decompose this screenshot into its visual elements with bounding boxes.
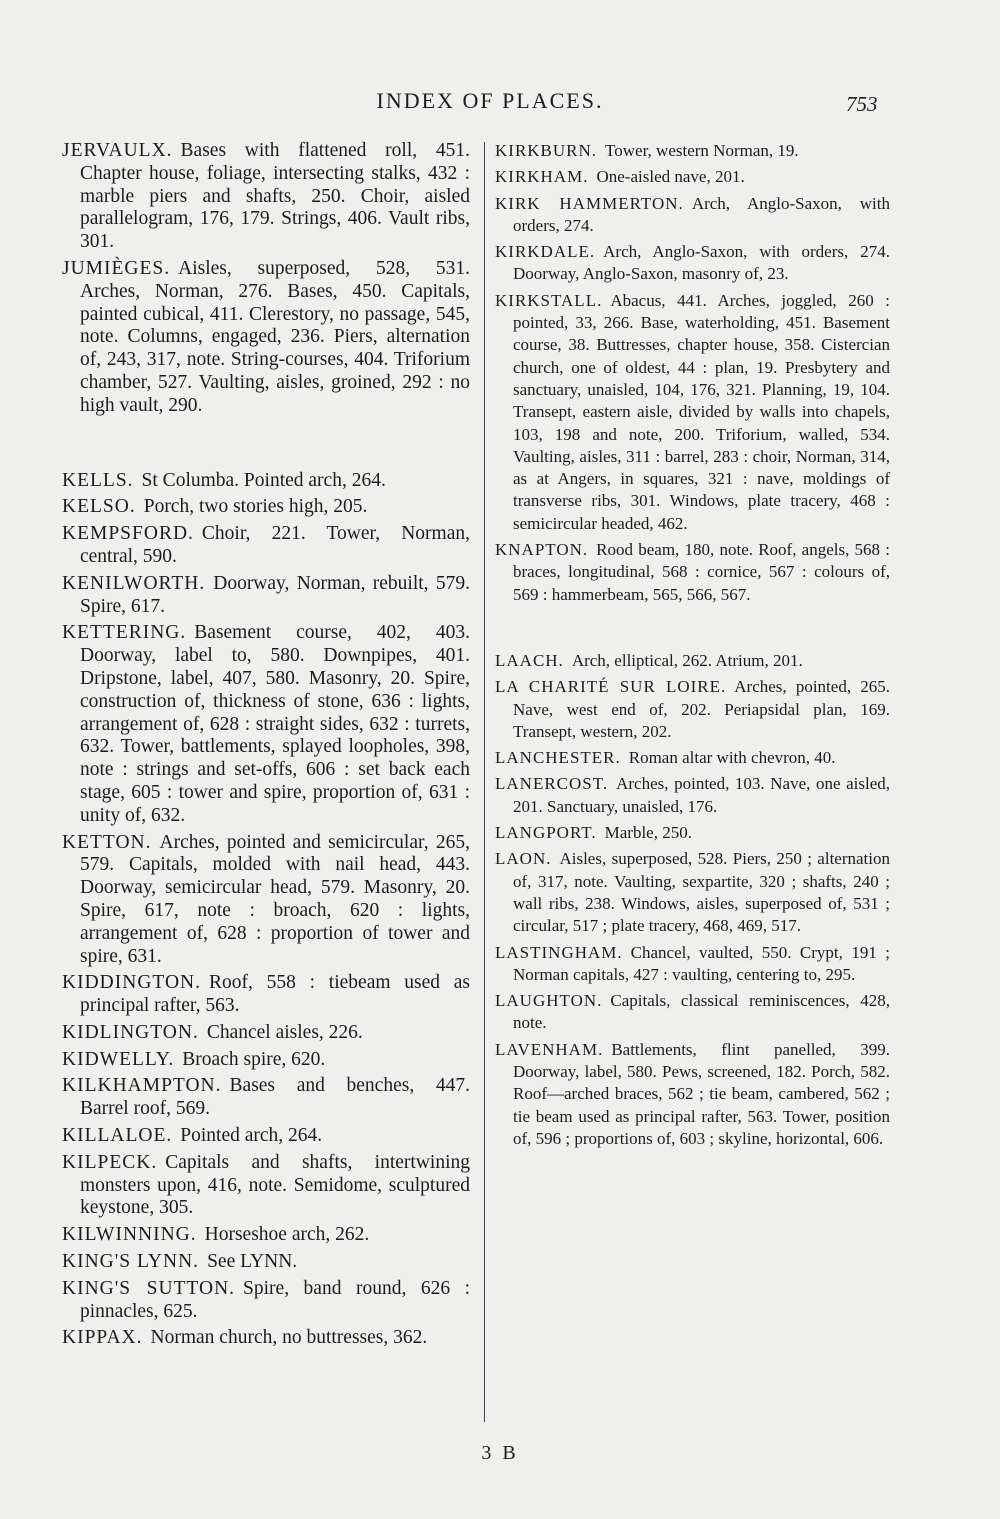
index-entry — [495, 241, 890, 286]
index-entry — [495, 140, 890, 162]
entry-body: Norman church, no buttresses, 362. — [150, 1327, 428, 1349]
entry-body: Roof, 558 : tiebeam used as principal rafter, 563. — [80, 972, 470, 1017]
entry-heading: JUMIÈGES. — [62, 257, 171, 279]
index-entry — [495, 539, 890, 606]
entry-heading: LANGPORT. — [495, 823, 597, 843]
entry-heading: KIRK HAMMERTON. — [495, 193, 684, 213]
column-divider — [484, 142, 485, 1422]
index-entry — [62, 832, 470, 969]
entry-body: Horseshoe arch, 262. — [204, 1224, 370, 1246]
entry-body: Marble, 250. — [604, 823, 692, 843]
entry-body: See LYNN. — [207, 1251, 298, 1273]
entry-body: St Columba. Pointed arch, 264. — [141, 469, 386, 491]
entry-heading: KING'S LYNN. — [62, 1251, 200, 1273]
entry-heading: KIRKHAM. — [495, 167, 589, 187]
entry-body: Capitals, classical reminiscences, 428, note. — [513, 991, 890, 1033]
index-entry — [495, 848, 890, 937]
entry-heading: KIDDINGTON. — [62, 972, 201, 994]
entry-body: Battlements, flint panelled, 399. Doorway, label, 580. Pews, screened, 182. Porch, 582. Roof—arched braces, 562 ; tie beam, cambered, 562 ; tie beam used as principal rafter, 563. Tower, position of, 596 ; proportions of, 603 ; skyline, horizontal, 606. — [513, 1039, 890, 1148]
right-column — [495, 140, 890, 1154]
entry-body: Chancel, vaulted, 550. Crypt, 191 ; Norman capitals, 427 : vaulting, centering to, 295. — [513, 942, 890, 984]
entry-body: One-aisled nave, 201. — [596, 167, 745, 187]
index-entry — [62, 1125, 470, 1148]
entry-heading: KIRKBURN. — [495, 141, 598, 160]
index-entry — [62, 1152, 470, 1220]
index-entry — [62, 1224, 470, 1247]
index-entry — [495, 650, 890, 672]
index-entry — [62, 523, 470, 569]
index-entry — [62, 140, 470, 254]
index-entry — [495, 193, 890, 238]
entry-heading: KELLS. — [62, 469, 134, 491]
entry-body: Arch, Anglo-Saxon, with orders, 274. Doorway, Anglo-Saxon, masonry of, 23. — [513, 242, 890, 284]
entry-heading: KILWINNING. — [62, 1224, 197, 1246]
entry-body: Doorway, Norman, rebuilt, 579. Spire, 617. — [80, 572, 470, 617]
entry-body: Arch, Anglo-Saxon, with orders, 274. — [513, 193, 891, 235]
entry-body: Bases with flattened roll, 451. Chapter house, foliage, intersecting stalks, 432 : marble piers and shafts, 250. Choir, aisled parallelogram, 176, 179. Strings, 406. Vault ribs, 301. — [80, 140, 470, 253]
entry-heading: LAVENHAM. — [495, 1039, 604, 1059]
entry-body: Capitals and shafts, intertwining monsters upon, 416, note. Semidome, sculptured keystone, 305. — [80, 1151, 470, 1219]
index-entry — [495, 676, 890, 743]
index-entry — [495, 290, 890, 535]
entry-body: Abacus, 441. Arches, joggled, 260 : pointed, 33, 266. Base, waterholding, 451. Basement course, 38. Buttresses, chapter house, 358. Cistercian church, one of oldest, 44 : plan, 19. Presbytery and sanctuary, unaisled, 104, 176, 321. Planning, 19, 104. Transept, eastern aisle, divided by walls into chapels, 103, 198 and note, 200. Triforium, walled, 534. Vaulting, aisles, 311 : barrel, 283 : choir, Norman, 314, as at Angers, in squares, 321 : nave, moldings of transverse ribs, 301. Windows, plate tracery, 468 : semicircular headed, 462. — [513, 290, 890, 533]
running-title: INDEX OF PLACES. — [376, 88, 604, 113]
entry-body: Arches, pointed and semicircular, 265, 579. Capitals, molded with nail head, 443. Doorway, semicircular head, 579. Masonry, 20. Spire, 617, note : broach, 620 : lights, arrangement of, 628 : proportion of tower and spire, 631. — [80, 831, 470, 967]
index-entry — [62, 1049, 470, 1072]
entry-heading: JERVAULX. — [62, 140, 173, 161]
index-entry — [62, 1327, 470, 1350]
entry-body: Arches, pointed, 103. Nave, one aisled, 201. Sanctuary, unaisled, 176. — [513, 774, 890, 816]
entry-heading: KILPECK. — [62, 1151, 158, 1173]
entry-body: Arch, elliptical, 262. Atrium, 201. — [571, 650, 803, 670]
index-entry — [62, 1278, 470, 1324]
entry-heading: LAACH. — [495, 650, 564, 670]
index-entry — [62, 496, 470, 519]
index-entry — [62, 972, 470, 1018]
left-column — [62, 140, 470, 1354]
entry-body: Choir, 221. Tower, Norman, central, 590. — [80, 523, 470, 567]
index-entry — [62, 1022, 470, 1045]
entry-body: Rood beam, 180, note. Roof, angels, 568 : braces, longitudinal, 568 : cornice, 567 : colours of, 569 : hammerbeam, 565, 566, 567. — [513, 540, 890, 604]
entry-heading: KILLALOE. — [62, 1125, 173, 1147]
index-entry — [495, 166, 890, 188]
entry-heading: KIRKSTALL. — [495, 290, 603, 310]
index-entry — [495, 773, 890, 818]
entry-heading: KIDLINGTON. — [62, 1021, 199, 1043]
index-entry — [495, 822, 890, 844]
entry-body: Arches, pointed, 265. Nave, west end of, 202. Periapsidal plan, 169. Transept, western, 202. — [513, 677, 890, 741]
entry-heading: LAON. — [495, 849, 552, 869]
index-entry — [62, 1075, 470, 1121]
entry-heading: LASTINGHAM. — [495, 942, 623, 962]
entry-body: Roman altar with chevron, 40. — [628, 748, 836, 768]
entry-heading: KIRKDALE. — [495, 242, 596, 262]
entry-body: Bases and benches, 447. Barrel roof, 569. — [80, 1075, 470, 1120]
index-entry — [62, 470, 470, 493]
entry-heading: KETTERING. — [62, 622, 187, 644]
entry-body: Pointed arch, 264. — [180, 1125, 323, 1147]
entry-body: Spire, band round, 626 : pinnacles, 625. — [80, 1277, 470, 1322]
entry-heading: KETTON. — [62, 831, 152, 853]
entry-body: Chancel aisles, 226. — [206, 1021, 363, 1043]
page-number: 753 — [846, 92, 878, 116]
index-entry — [495, 747, 890, 769]
entry-body: Porch, two stories high, 205. — [143, 496, 368, 518]
index-entry — [62, 573, 470, 619]
entry-body: Aisles, superposed, 528. Piers, 250 ; alternation of, 317, note. Vaulting, sexpartite, 320 ; shafts, 240 ; wall ribs, 238. Windows, aisles, superposed of, 531 ; circular, 517 ; plate tracery, 468, 469, 517. — [513, 849, 890, 936]
entry-heading: KIPPAX. — [62, 1327, 143, 1349]
signature-mark: 3 B — [481, 1442, 519, 1464]
entry-heading: KEMPSFORD. — [62, 523, 194, 545]
index-entry — [495, 990, 890, 1035]
entry-heading: KENILWORTH. — [62, 572, 206, 594]
entry-heading: KIDWELLY. — [62, 1048, 175, 1070]
index-entry — [62, 258, 470, 418]
entry-body: Basement course, 402, 403. Doorway, label to, 580. Downpipes, 401. Dripstone, label, 407, 580. Masonry, 20. Spire, construction of, thickness of stone, 636 : lights, arrangement of, 628 : straight sides, 632 : turrets, 632. Tower, battlements, splayed loopholes, 398, note : strings and set-offs, 606 : set back each stage, 605 : tower and spire, proportion of, 631 : unity of, 632. — [80, 622, 470, 826]
entry-body: Tower, western Norman, 19. — [605, 141, 799, 160]
index-entry — [495, 1039, 890, 1150]
entry-body: Broach spire, 620. — [182, 1048, 326, 1070]
entry-heading: KING'S SUTTON. — [62, 1277, 236, 1299]
page-header — [0, 88, 1000, 128]
index-entry — [495, 942, 890, 987]
entry-heading: LA CHARITÉ SUR LOIRE. — [495, 677, 727, 697]
entry-heading: KNAPTON. — [495, 540, 589, 560]
entry-body: Aisles, superposed, 528, 531. Arches, Norman, 276. Bases, 450. Capitals, painted cubical, 411. Clerestory, no passage, 545, note. Columns, engaged, 236. Piers, alternation of, 243, 317, note. String-courses, 404. Triforium chamber, 527. Vaulting, aisles, groined, 292 : no high vault, 290. — [80, 257, 470, 416]
index-entry — [62, 1251, 470, 1274]
entry-heading: KELSO. — [62, 496, 136, 518]
entry-heading: LANCHESTER. — [495, 748, 621, 768]
index-entry — [62, 622, 470, 827]
entry-heading: KILKHAMPTON. — [62, 1075, 222, 1097]
entry-heading: LANERCOST. — [495, 774, 609, 794]
entry-heading: LAUGHTON. — [495, 991, 603, 1011]
